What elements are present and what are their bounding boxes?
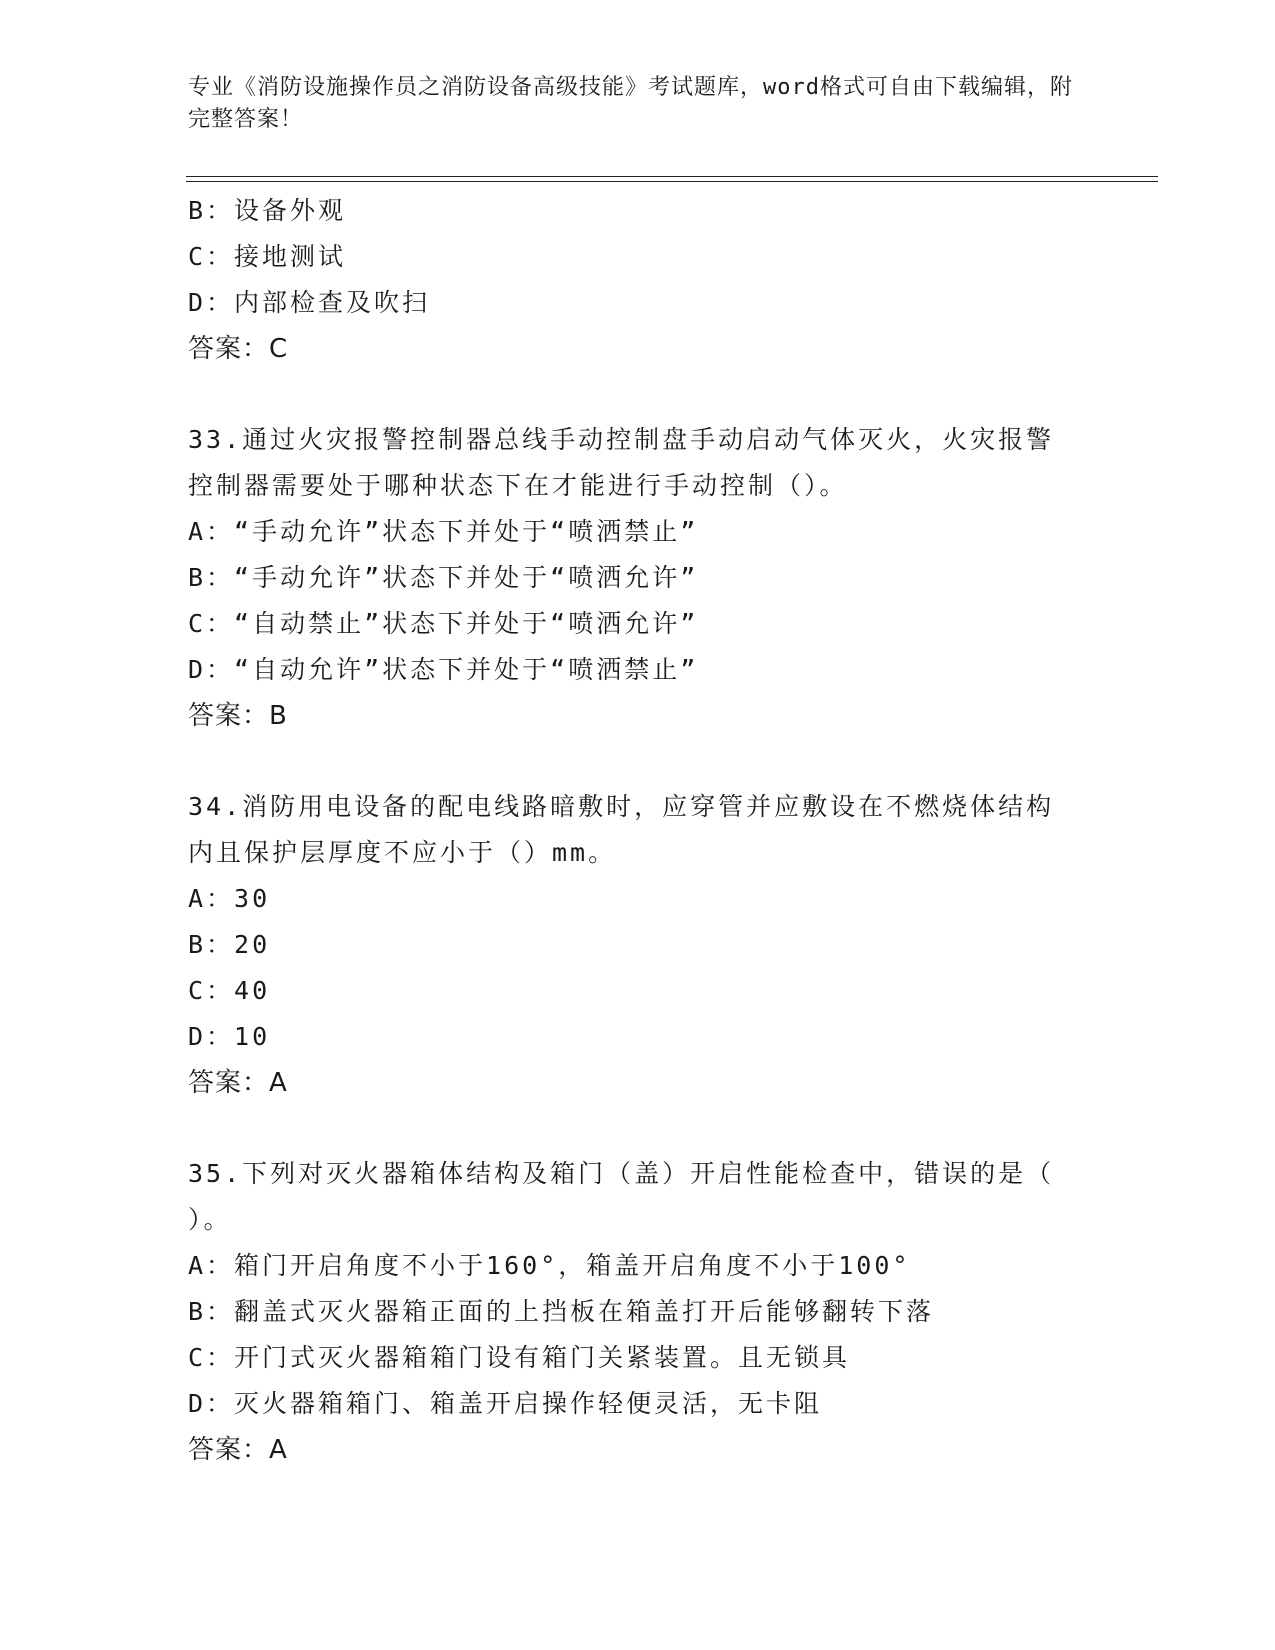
question-stem: 35.下列对灭火器箱体结构及箱门（盖）开启性能检查中，错误的是（ bbox=[188, 1159, 1055, 1188]
answer-label: 答案：B bbox=[188, 701, 288, 731]
option-d: D：内部检查及吹扫 bbox=[188, 288, 431, 317]
option-d: D：10 bbox=[188, 1022, 271, 1051]
option-b: B：“手动允许”状态下并处于“喷洒允许” bbox=[188, 563, 699, 592]
document-header: 专业《消防设施操作员之消防设备高级技能》考试题库，word格式可自由下载编辑，附完整答案！ bbox=[188, 75, 1073, 132]
header-rule-top bbox=[186, 176, 1158, 177]
option-d: D：“自动允许”状态下并处于“喷洒禁止” bbox=[188, 655, 699, 684]
option-c: C：开门式灭火器箱箱门设有箱门关紧装置。且无锁具 bbox=[188, 1343, 851, 1372]
question-stem: 内且保护层厚度不应小于（）mm。 bbox=[188, 838, 617, 867]
option-c: C：40 bbox=[188, 976, 271, 1005]
option-c: C：接地测试 bbox=[188, 242, 347, 271]
question-32-continued bbox=[188, 188, 1078, 372]
option-a: A：“手动允许”状态下并处于“喷洒禁止” bbox=[188, 517, 699, 546]
answer-label: 答案：A bbox=[188, 1435, 288, 1465]
header-rule-bottom bbox=[186, 181, 1158, 182]
option-b: B：翻盖式灭火器箱正面的上挡板在箱盖打开后能够翻转下落 bbox=[188, 1297, 935, 1326]
question-33 bbox=[188, 417, 1078, 739]
spacer bbox=[188, 739, 1078, 784]
question-stem: 33.通过火灾报警控制器总线手动控制盘手动启动气体灭火，火灾报警 bbox=[188, 425, 1055, 454]
option-c: C：“自动禁止”状态下并处于“喷洒允许” bbox=[188, 609, 699, 638]
answer-label: 答案：C bbox=[188, 334, 289, 364]
question-stem: 控制器需要处于哪种状态下在才能进行手动控制（）。 bbox=[188, 471, 848, 500]
option-b: B：20 bbox=[188, 930, 271, 959]
question-content bbox=[188, 188, 1078, 1473]
question-stem: 34.消防用电设备的配电线路暗敷时，应穿管并应敷设在不燃烧体结构 bbox=[188, 792, 1055, 821]
option-d: D：灭火器箱箱门、箱盖开启操作轻便灵活，无卡阻 bbox=[188, 1389, 823, 1418]
answer-label: 答案：A bbox=[188, 1068, 288, 1098]
option-b: B：设备外观 bbox=[188, 196, 347, 225]
question-34 bbox=[188, 784, 1078, 1106]
option-a: A：箱门开启角度不小于160°，箱盖开启角度不小于100° bbox=[188, 1251, 911, 1280]
option-a: A：30 bbox=[188, 884, 271, 913]
spacer bbox=[188, 1106, 1078, 1151]
spacer bbox=[188, 372, 1078, 417]
question-stem: ）。 bbox=[188, 1205, 232, 1234]
question-35 bbox=[188, 1151, 1078, 1473]
